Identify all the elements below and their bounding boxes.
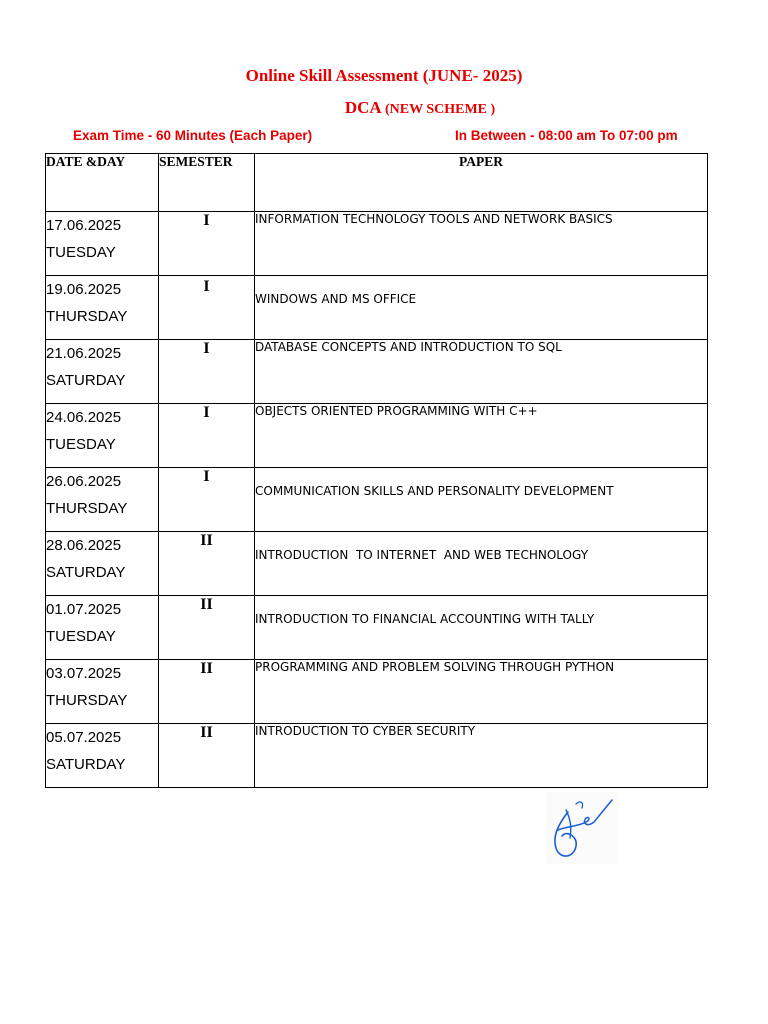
- exam-time-note: Exam Time - 60 Minutes (Each Paper): [73, 128, 313, 143]
- paper-cell: DATABASE CONCEPTS AND INTRODUCTION TO SQL: [255, 340, 708, 404]
- table-row: [46, 532, 708, 596]
- paper-cell: COMMUNICATION SKILLS AND PERSONALITY DEVELOPMENT: [255, 468, 708, 532]
- exam-day: THURSDAY: [46, 500, 128, 517]
- paper-cell: INTRODUCTION TO CYBER SECURITY: [255, 724, 708, 788]
- date-day-cell: [46, 468, 159, 532]
- date-day-cell: [46, 340, 159, 404]
- semester-cell: II: [159, 532, 255, 596]
- table-row: [46, 660, 708, 724]
- table-row: [46, 596, 708, 660]
- exam-date: 26.06.2025: [46, 473, 122, 490]
- date-day-cell: [46, 724, 159, 788]
- time-window-note: In Between - 08:00 am To 07:00 pm: [455, 128, 678, 143]
- table-row: [46, 212, 708, 276]
- exam-date: 17.06.2025: [46, 217, 122, 234]
- exam-day: SATURDAY: [46, 564, 126, 581]
- exam-day: TUESDAY: [46, 244, 116, 261]
- table-row: [46, 404, 708, 468]
- exam-day: TUESDAY: [46, 436, 116, 453]
- exam-day: THURSDAY: [46, 308, 128, 325]
- paper-cell: INTRODUCTION TO INTERNET AND WEB TECHNOLOGY: [255, 532, 708, 596]
- semester-cell: II: [159, 660, 255, 724]
- date-day-cell: [46, 532, 159, 596]
- paper-cell: OBJECTS ORIENTED PROGRAMMING WITH C++: [255, 404, 708, 468]
- table-row: [46, 340, 708, 404]
- exam-day: THURSDAY: [46, 692, 128, 709]
- exam-date: 28.06.2025: [46, 537, 122, 554]
- date-day-cell: [46, 596, 159, 660]
- date-day-cell: [46, 404, 159, 468]
- semester-cell: I: [159, 276, 255, 340]
- signature-image: [546, 792, 618, 864]
- course-name: DCA: [344, 98, 381, 117]
- exam-date: 21.06.2025: [46, 345, 122, 362]
- exam-date: 19.06.2025: [46, 281, 122, 298]
- semester-cell: I: [159, 212, 255, 276]
- table-header-row: [46, 154, 708, 212]
- semester-cell: I: [159, 340, 255, 404]
- table-row: [46, 468, 708, 532]
- document-title: Online Skill Assessment (JUNE- 2025): [245, 66, 523, 85]
- date-day-cell: [46, 276, 159, 340]
- scheme-label: (NEW SCHEME ): [384, 102, 496, 117]
- paper-cell: INFORMATION TECHNOLOGY TOOLS AND NETWORK BASICS: [255, 212, 708, 276]
- paper-cell: PROGRAMMING AND PROBLEM SOLVING THROUGH PYTHON: [255, 660, 708, 724]
- paper-cell: INTRODUCTION TO FINANCIAL ACCOUNTING WITH TALLY: [255, 596, 708, 660]
- course-subtitle: [0, 98, 768, 118]
- semester-cell: I: [159, 468, 255, 532]
- exam-schedule-table: [45, 153, 708, 788]
- paper-cell: WINDOWS AND MS OFFICE: [255, 276, 708, 340]
- column-header-date: DATE &DAY: [46, 154, 159, 212]
- semester-cell: I: [159, 404, 255, 468]
- exam-date: 03.07.2025: [46, 665, 122, 682]
- exam-day: SATURDAY: [46, 372, 126, 389]
- semester-cell: II: [159, 724, 255, 788]
- date-day-cell: [46, 660, 159, 724]
- exam-day: TUESDAY: [46, 628, 116, 645]
- exam-date: 05.07.2025: [46, 729, 122, 746]
- table-row: [46, 724, 708, 788]
- column-header-semester: SEMESTER: [159, 154, 255, 212]
- exam-date: 24.06.2025: [46, 409, 122, 426]
- exam-date: 01.07.2025: [46, 601, 122, 618]
- table-row: [46, 276, 708, 340]
- semester-cell: II: [159, 596, 255, 660]
- exam-day: SATURDAY: [46, 756, 126, 773]
- date-day-cell: [46, 212, 159, 276]
- column-header-paper: PAPER: [255, 154, 708, 212]
